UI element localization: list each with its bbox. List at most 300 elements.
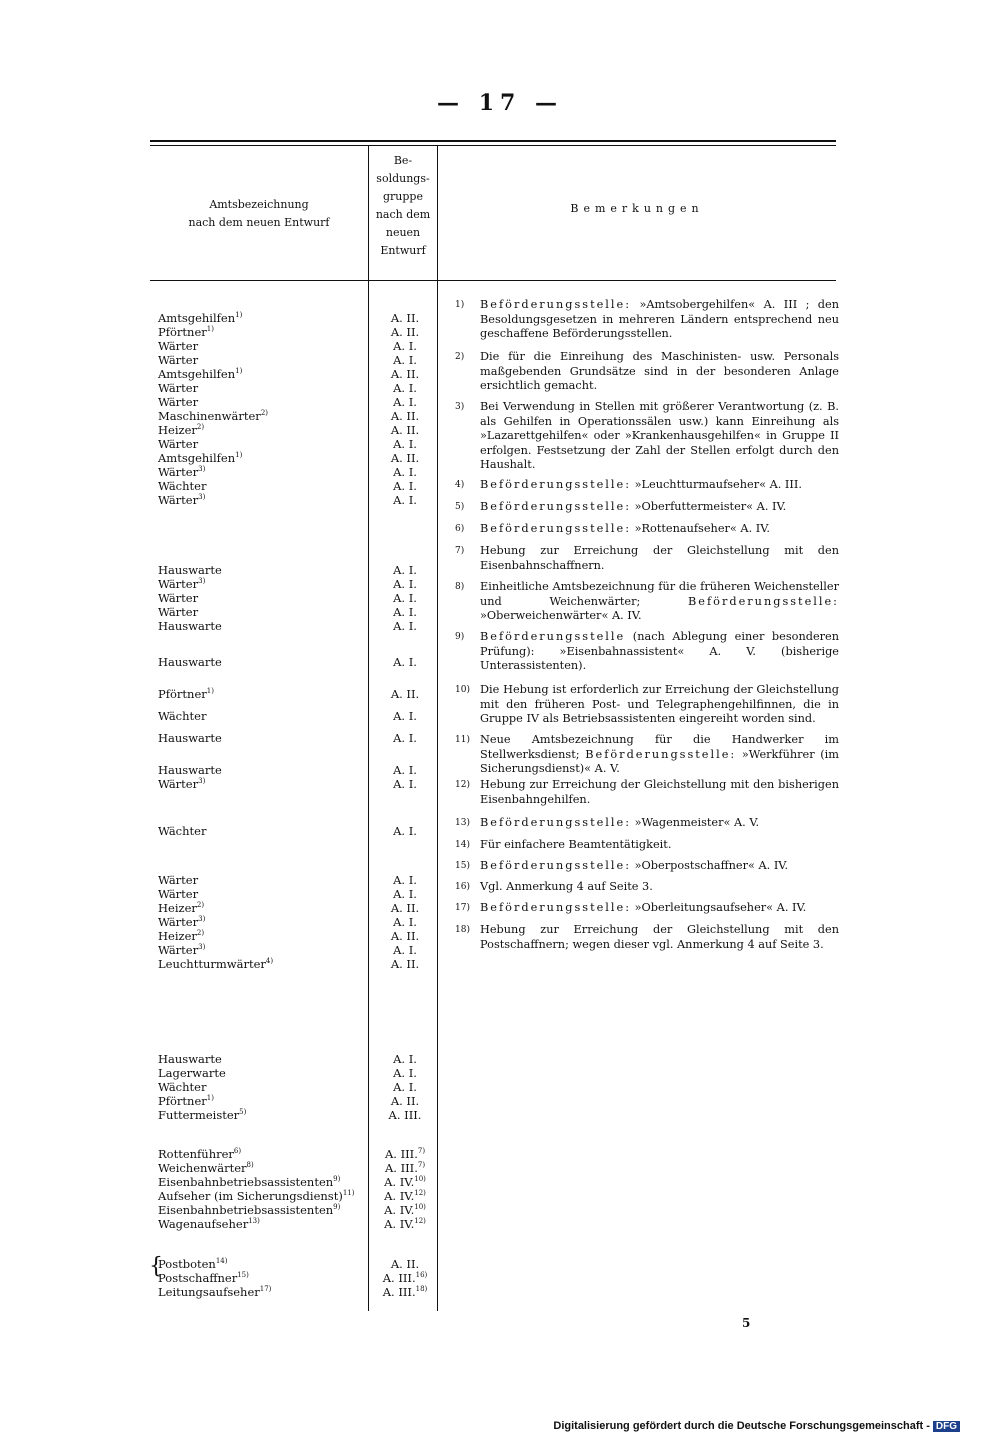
row-title (158, 929, 204, 943)
row-group (375, 777, 435, 791)
row-group-footnote: 7) (417, 1161, 426, 1170)
row-group (375, 437, 435, 451)
row-title-text: Postschaffner (158, 1271, 238, 1285)
row-title-text: Wärter (158, 437, 199, 451)
row-group (375, 709, 435, 723)
row-title-text: Wächter (158, 824, 207, 838)
row-title-text: Futtermeister (158, 1108, 240, 1122)
row-group (375, 1285, 435, 1299)
footnote-segment: »Wagenmeister« A. V. (634, 816, 760, 829)
row-title (158, 465, 205, 479)
row-group-text: A. I. (393, 339, 417, 353)
footnote-number: 1) (455, 300, 465, 310)
row-title-text: Wächter (158, 709, 207, 723)
row-group-text: A. I. (393, 577, 417, 591)
row-title (158, 563, 222, 577)
footnote-segment: »Oberpostschaffner« A. IV. (634, 859, 789, 872)
footnote-emphasis: Beförderungsstelle: (480, 901, 632, 914)
row-title (158, 325, 214, 339)
row-group-footnote: 7) (417, 1147, 426, 1156)
footnote-text (480, 778, 839, 807)
row-group-text: A. II. (390, 957, 420, 971)
row-group-text: A. III. (384, 1147, 418, 1161)
row-title (158, 1203, 340, 1217)
footnote-segment: Bei Verwendung in Stellen mit größerer Verantwortung (z. B. als Gehilfen in Operationssälen usw.) kann Einreihung als »Lazarettgehilfen« oder »Krankenhausgehilfen« in Gruppe II erfolgen. Festsetzung der Zahl der Stellen erfolgt durch den Haushalt. (480, 400, 839, 472)
row-title-text: Wärter (158, 777, 199, 791)
row-title-footnote: 3) (198, 943, 206, 952)
footnote-text (480, 880, 839, 895)
row-group-footnote: 12) (414, 1217, 426, 1226)
footnote (455, 901, 839, 916)
row-title-text: Wärter (158, 915, 199, 929)
row-title-text: Maschinenwärter (158, 409, 261, 423)
footnote (455, 838, 839, 853)
footnote-number: 16) (455, 882, 470, 892)
signature-mark: 5 (742, 1316, 751, 1330)
header-col1-line2: nach dem neuen Entwurf (188, 216, 330, 229)
row-group (375, 1066, 435, 1080)
column-divider-1 (368, 146, 369, 1311)
row-group (375, 731, 435, 745)
footnote-text (480, 733, 839, 777)
row-title (158, 1080, 206, 1094)
footnote-segment: Neue Amtsbezeichnung für die Handwerker im Stellwerksdienst; (480, 733, 839, 761)
row-group (375, 395, 435, 409)
row-group-text: A. I. (393, 1080, 417, 1094)
footnote-text (480, 544, 839, 573)
row-title-text: Wärter (158, 943, 199, 957)
row-title-text: Wärter (158, 591, 199, 605)
row-title (158, 763, 222, 777)
row-title-text: Hauswarte (158, 1052, 222, 1066)
row-group (375, 1108, 435, 1122)
row-group (375, 409, 435, 423)
row-group (375, 1203, 435, 1217)
row-title-text: Eisenbahnbetriebsassistenten (158, 1175, 334, 1189)
footnote-number: 8) (455, 582, 465, 592)
row-group (375, 887, 435, 901)
row-title-text: Wächter (158, 1080, 207, 1094)
row-group-text: A. I. (393, 381, 417, 395)
footnote-segment: Einheitliche Amtsbezeichnung für die früheren Weichensteller und Weichenwärter; (480, 580, 839, 608)
row-title-text: Wärter (158, 493, 199, 507)
footnote-number: 6) (455, 524, 465, 534)
row-title-text: Hauswarte (158, 731, 222, 745)
footnote-segment: Die für die Einreihung des Maschinisten- usw. Personals maßgebenden Grundsätze sind in der besonderen Anlage ersichtlich gemacht. (480, 350, 839, 393)
footnote-number: 15) (455, 861, 470, 871)
row-group (375, 577, 435, 591)
row-title (158, 1052, 222, 1066)
row-title-text: Postboten (158, 1257, 216, 1271)
footnote-segment: »Werkführer (im Sicherungsdienst)« A. V. (480, 747, 840, 776)
row-title (158, 451, 242, 465)
row-title (158, 873, 198, 887)
row-title (158, 1257, 227, 1271)
brace-mark: { (149, 1254, 163, 1279)
row-title-footnote: 1) (206, 1094, 214, 1103)
footer-text: Digitalisierung gefördert durch die Deutsche Forschungsgemeinschaft - (553, 1420, 930, 1432)
row-title-text: Hauswarte (158, 563, 222, 577)
row-title (158, 493, 205, 507)
footnote (455, 923, 839, 952)
row-group-text: A. I. (393, 824, 417, 838)
row-title-text: Wärter (158, 353, 199, 367)
row-group (375, 873, 435, 887)
row-group (375, 901, 435, 915)
row-title-footnote: 1) (235, 451, 243, 460)
row-title-footnote: 9) (333, 1203, 341, 1212)
row-title-footnote: 1) (235, 367, 243, 376)
footnote-number: 4) (455, 480, 465, 490)
row-title (158, 687, 214, 701)
row-title (158, 591, 198, 605)
header-col2-line1: Be- (393, 154, 413, 167)
row-title-footnote: 3) (198, 915, 206, 924)
row-title-footnote: 14) (215, 1257, 228, 1266)
row-title-text: Hauswarte (158, 763, 222, 777)
row-title (158, 1108, 246, 1122)
row-group (375, 325, 435, 339)
row-group-text: A. I. (393, 437, 417, 451)
row-title-footnote: 15) (237, 1271, 249, 1280)
row-group-text: A. I. (393, 943, 417, 957)
dfg-logo: DFG (933, 1421, 960, 1432)
footnote-emphasis: Beförderungsstelle: (480, 859, 632, 872)
row-title (158, 1175, 340, 1189)
row-title-text: Amtsgehilfen (158, 311, 236, 325)
row-title-text: Eisenbahnbetriebsassistenten (158, 1203, 334, 1217)
row-group-text: A. I. (393, 353, 417, 367)
row-title-text: Leuchtturmwärter (158, 957, 266, 971)
row-title (158, 709, 206, 723)
row-title-footnote: 1) (206, 687, 214, 696)
row-title (158, 1217, 260, 1231)
row-title (158, 887, 198, 901)
footnote (455, 880, 839, 895)
footnote (455, 478, 839, 493)
row-title (158, 901, 204, 915)
row-group (375, 824, 435, 838)
row-title (158, 1161, 254, 1175)
footnote-segment: Für einfachere Beamtentätigkeit. (480, 838, 672, 851)
footnote-text (480, 400, 839, 473)
top-rule (150, 140, 836, 142)
header-col3: Bemerkungen (570, 202, 704, 215)
row-group (375, 367, 435, 381)
row-group-footnote: 10) (414, 1175, 426, 1184)
footnote-number: 13) (455, 818, 470, 828)
row-group (375, 563, 435, 577)
footnote (455, 580, 839, 624)
row-group (375, 1161, 435, 1175)
footnote-number: 3) (455, 402, 465, 412)
header-col2-line3: gruppe (383, 190, 423, 203)
row-group-text: A. I. (393, 731, 417, 745)
row-group-text: A. II. (390, 409, 420, 423)
row-group-footnote: 16) (415, 1271, 428, 1280)
header-col2 (369, 152, 437, 260)
row-group-text: A. I. (393, 873, 417, 887)
row-title (158, 367, 242, 381)
row-group (375, 1052, 435, 1066)
row-title-footnote: 2) (196, 901, 205, 910)
row-title (158, 479, 206, 493)
row-group-text: A. I. (393, 1066, 417, 1080)
row-group (375, 591, 435, 605)
row-title-footnote: 3) (198, 577, 206, 586)
row-title-footnote: 11) (342, 1189, 355, 1198)
row-title (158, 1147, 241, 1161)
footnote-segment: Hebung zur Erreichung der Gleichstellung mit den Eisenbahnschaffnern. (480, 544, 839, 572)
footnote (455, 298, 839, 342)
row-group-text: A. II. (390, 423, 420, 437)
footnote-number: 12) (455, 780, 470, 790)
row-group (375, 1271, 435, 1285)
footnote-text (480, 298, 839, 342)
row-group-text: A. II. (390, 929, 420, 943)
footnote-emphasis: Beförderungsstelle: (687, 594, 839, 608)
row-title-text: Rottenführer (158, 1147, 234, 1161)
footnote (455, 500, 839, 515)
row-group-text: A. III. (388, 1108, 422, 1122)
row-title (158, 353, 198, 367)
footnote-emphasis: Beförderungsstelle: (480, 522, 632, 535)
row-title (158, 1066, 226, 1080)
header-col2-line4: nach dem (375, 208, 431, 221)
row-group-text: A. III. (382, 1271, 416, 1285)
header-col2-line5: neuen (385, 226, 421, 239)
row-title (158, 577, 205, 591)
footnote-text (480, 838, 839, 853)
footnote (455, 350, 839, 394)
footnote-number: 2) (455, 352, 465, 362)
row-title-footnote: 2) (196, 929, 205, 938)
footnote-segment: »Amtsobergehilfen« A. III ; den Besoldungsgesetzen in mehreren Ländern entsprechend neu geschaffene Beförderungsstellen. (480, 298, 840, 341)
row-group (375, 929, 435, 943)
top-rule-thin (150, 145, 836, 146)
row-group-text: A. I. (393, 465, 417, 479)
row-title-footnote: 6) (233, 1147, 242, 1156)
footnote-segment: Hebung zur Erreichung der Gleichstellung mit den Postschaffnern; wegen dieser vgl. Anmerkung 4 auf Seite 3. (480, 923, 839, 951)
footnote (455, 733, 839, 777)
row-title-text: Hauswarte (158, 655, 222, 669)
row-group (375, 687, 435, 701)
footnote-emphasis: Beförderungsstelle: (480, 500, 632, 513)
row-group (375, 479, 435, 493)
row-group-text: A. I. (393, 493, 417, 507)
footnote (455, 859, 839, 874)
row-title-text: Heizer (158, 423, 197, 437)
row-group-text: A. IV. (384, 1175, 415, 1189)
row-group (375, 493, 435, 507)
row-group-text: A. IV. (384, 1217, 415, 1231)
footnote (455, 630, 839, 674)
row-group-text: A. II. (390, 325, 420, 339)
row-group-text: A. IV. (384, 1189, 415, 1203)
row-title (158, 1271, 249, 1285)
footnote-number: 10) (455, 685, 470, 695)
row-group (375, 1217, 435, 1231)
footnote-number: 5) (455, 502, 465, 512)
row-group (375, 1257, 435, 1271)
footnote-number: 17) (455, 903, 470, 913)
row-title-text: Wächter (158, 479, 207, 493)
row-group-text: A. I. (393, 915, 417, 929)
row-title-footnote: 3) (198, 493, 206, 502)
row-title-text: Wärter (158, 577, 199, 591)
footnote (455, 816, 839, 831)
row-title-footnote: 8) (246, 1161, 254, 1170)
footnote-text (480, 580, 839, 624)
row-title-text: Wärter (158, 605, 199, 619)
header-col1 (150, 196, 368, 232)
row-title (158, 1285, 271, 1299)
row-group (375, 465, 435, 479)
row-group-text: A. I. (393, 605, 417, 619)
row-group-text: A. I. (393, 479, 417, 493)
row-title-text: Wärter (158, 465, 199, 479)
row-group-text: A. I. (393, 655, 417, 669)
footnote-number: 18) (455, 925, 470, 935)
column-divider-2 (437, 146, 438, 1311)
footnote-text (480, 522, 839, 537)
row-title (158, 655, 222, 669)
row-group-text: A. II. (390, 1094, 420, 1108)
row-group (375, 605, 435, 619)
page-number: — 17 — (437, 90, 563, 116)
row-group-text: A. I. (393, 619, 417, 633)
row-group (375, 1080, 435, 1094)
row-title-text: Wärter (158, 381, 199, 395)
row-title (158, 915, 205, 929)
row-title-footnote: 5) (239, 1108, 247, 1117)
row-title-text: Wärter (158, 887, 199, 901)
row-title-footnote: 2) (196, 423, 205, 432)
header-col2-line2: soldungs- (376, 172, 430, 185)
row-title (158, 409, 268, 423)
row-title (158, 381, 198, 395)
row-group (375, 619, 435, 633)
row-group-text: A. I. (393, 395, 417, 409)
footnote-segment: »Oberleitungsaufseher« A. IV. (634, 901, 807, 914)
footnote-segment: »Oberfuttermeister« A. IV. (634, 500, 787, 513)
row-group-text: A. I. (393, 1052, 417, 1066)
row-group (375, 1147, 435, 1161)
row-group-text: A. I. (393, 777, 417, 791)
footnote-number: 9) (455, 632, 465, 642)
row-title-text: Heizer (158, 929, 197, 943)
row-title-text: Pförtner (158, 1094, 207, 1108)
row-title (158, 311, 242, 325)
footnote-emphasis: Beförderungsstelle (480, 630, 626, 643)
footer (553, 1420, 960, 1432)
footnote-emphasis: Beförderungsstelle: (480, 298, 632, 311)
footnote (455, 522, 839, 537)
row-group-text: A. II. (390, 901, 420, 915)
row-group (375, 423, 435, 437)
footnote-text (480, 859, 839, 874)
footnote-text (480, 816, 839, 831)
row-group (375, 451, 435, 465)
row-group (375, 339, 435, 353)
row-group (375, 957, 435, 971)
row-title-text: Wärter (158, 873, 199, 887)
row-group-text: A. II. (390, 451, 420, 465)
row-title (158, 437, 198, 451)
footnote (455, 778, 839, 807)
row-group (375, 311, 435, 325)
row-title-text: Amtsgehilfen (158, 451, 236, 465)
row-title-text: Leitungsaufseher (158, 1285, 260, 1299)
row-title (158, 605, 198, 619)
row-group (375, 655, 435, 669)
row-group-text: A. IV. (384, 1203, 415, 1217)
footnote-text (480, 478, 839, 493)
row-title (158, 943, 205, 957)
footnote-number: 14) (455, 840, 470, 850)
row-group-text: A. I. (393, 709, 417, 723)
row-title-text: Pförtner (158, 687, 207, 701)
row-group-footnote: 10) (414, 1203, 426, 1212)
header-col1-line1: Amtsbezeichnung (209, 198, 309, 211)
footnote-emphasis: Beförderungsstelle: (585, 747, 737, 761)
row-title-footnote: 1) (235, 311, 243, 320)
row-group (375, 353, 435, 367)
row-group (375, 1094, 435, 1108)
footnote (455, 400, 839, 473)
row-title (158, 619, 222, 633)
row-title (158, 731, 222, 745)
row-title (158, 395, 198, 409)
footnote-text (480, 901, 839, 916)
row-title-text: Aufseher (im Sicherungsdienst) (158, 1189, 343, 1203)
row-title-text: Heizer (158, 901, 197, 915)
row-title-footnote: 1) (206, 325, 214, 334)
row-title-footnote: 3) (198, 465, 206, 474)
row-group-text: A. I. (393, 591, 417, 605)
row-group (375, 1175, 435, 1189)
row-title-footnote: 3) (198, 777, 206, 786)
row-group-text: A. II. (390, 311, 420, 325)
row-group-text: A. II. (390, 1257, 420, 1271)
row-title-text: Wärter (158, 339, 199, 353)
header-col2-line6: Entwurf (380, 244, 426, 257)
row-title-text: Wärter (158, 395, 199, 409)
row-title (158, 957, 273, 971)
row-group-text: A. I. (393, 887, 417, 901)
footnote-text (480, 500, 839, 515)
row-group (375, 763, 435, 777)
footnote-emphasis: Beförderungsstelle: (480, 816, 632, 829)
row-group (375, 381, 435, 395)
footnote-segment: Hebung zur Erreichung der Gleichstellung mit den bisherigen Eisenbahngehilfen. (480, 778, 839, 806)
header-bottom-rule (150, 280, 836, 281)
row-group (375, 943, 435, 957)
footnote-text (480, 630, 839, 674)
footnote-segment: »Leuchtturmaufseher« A. III. (634, 478, 802, 491)
row-group-footnote: 12) (414, 1189, 426, 1198)
row-title-text: Lagerwarte (158, 1066, 226, 1080)
row-group-footnote: 18) (415, 1285, 428, 1294)
footnote-text (480, 683, 839, 727)
footnote-segment: »Oberweichenwärter« A. IV. (480, 609, 642, 623)
row-group-text: A. III. (384, 1161, 418, 1175)
footnote-segment: (nach Ablegung einer besonderen Prüfung): »Eisenbahnassistent« A. V. (bisherige Unterassistenten). (480, 630, 839, 673)
row-title (158, 824, 206, 838)
footnote-segment: »Rottenaufseher« A. IV. (634, 522, 770, 535)
row-title-text: Wagenaufseher (158, 1217, 249, 1231)
row-title-text: Weichenwärter (158, 1161, 247, 1175)
